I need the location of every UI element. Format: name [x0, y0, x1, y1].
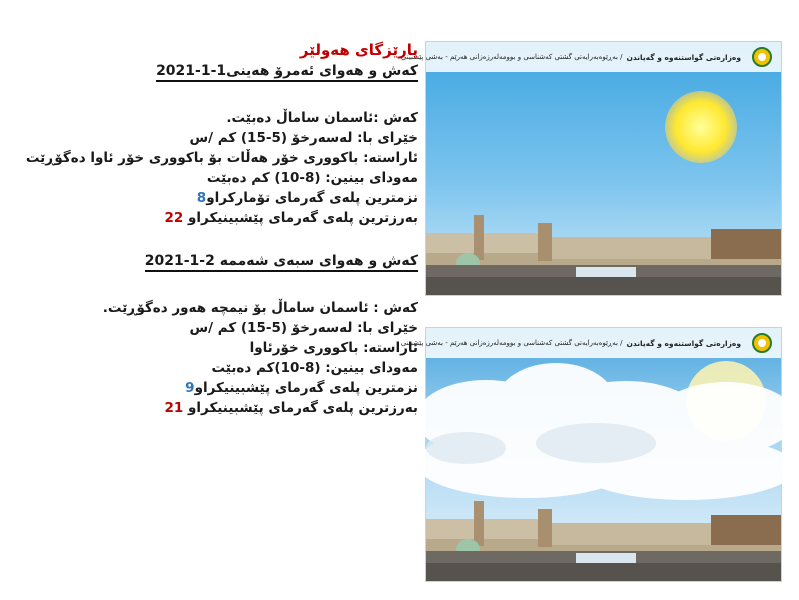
day2-direction: ئاراستە: باکووری خۆرئاوا	[249, 340, 418, 356]
ministry-subtitle: / بەڕێوەبەرایەتی گشتی کەشناسی و بوومەلەرزەزانی هەرێم - بەشی پێشبینی	[400, 339, 623, 347]
forecast-text	[25, 40, 418, 418]
ministry-subtitle: / بەڕێوەبەرایەتی گشتی کەشناسی و بوومەلەرزەزانی هەرێم - بەشی پێشبینی	[400, 53, 623, 61]
day1-visibility: مەودای بینین: (8-10) کم دەبێت	[206, 170, 418, 186]
weather-image-day2	[400, 327, 782, 582]
ministry-name: وەزارەتی گواستنەوە و گەیاندن	[626, 52, 741, 62]
day1-direction: ئاراستە: باکووری خۆر هەڵات بۆ باکووری خۆر ئاوا دەگۆڕێت	[25, 150, 418, 166]
day1-max-value: 22	[164, 210, 184, 226]
day1-min-label: نزمترین پلەی گەرمای تۆمارکراو	[206, 190, 418, 206]
city-skyline-image	[426, 501, 781, 581]
day2-max-temp	[100, 398, 418, 418]
day2-visibility: مەودای بینین: (8-10)کم دەبێت	[211, 360, 418, 376]
day2-wind: خێرای با: لەسەرخۆ (5-15) کم /س	[189, 320, 418, 336]
day2-sky: کەش : ئاسمان ساماڵ بۆ نیمچە هەور دەگۆڕێت.	[102, 300, 418, 316]
weather-image-day1	[400, 41, 782, 296]
ministry-logo-icon	[751, 46, 773, 68]
day1-min-value: 8	[196, 190, 207, 206]
day2-heading: کەش و هەوای سبەی شەممە 2-1-2021	[145, 252, 418, 272]
ministry-name: وەزارەتی گواستنەوە و گەیاندن	[626, 338, 741, 348]
day1-heading: کەش و هەوای ئەمرۆ هەینی1-1-2021	[156, 62, 418, 82]
ministry-banner	[400, 42, 781, 72]
sun-icon	[661, 87, 741, 167]
city-skyline-image	[426, 215, 781, 295]
page-title: پارێزگای هەولێر	[299, 41, 418, 59]
day2-min-value: 9	[185, 380, 195, 396]
day1-wind: خێرای با: لەسەرخۆ (5-15) کم /س	[189, 130, 418, 146]
day2-min-label: نزمترین پلەی گەرمای پێشبینیکراو	[194, 380, 418, 396]
day1-sky: کەش :ئاسمان ساماڵ دەبێت.	[226, 110, 418, 126]
clouds-image	[426, 348, 781, 508]
day2-min-temp	[100, 378, 418, 398]
day2-max-label: بەرزترین پلەی گەرمای پێشبینیکراو	[183, 400, 418, 416]
day1-min-temp	[100, 188, 418, 208]
day1-max-label: بەرزترین پلەی گەرمای پێشبینیکراو	[183, 210, 418, 226]
day1-max-temp	[100, 208, 418, 228]
day2-max-value: 21	[164, 400, 184, 416]
